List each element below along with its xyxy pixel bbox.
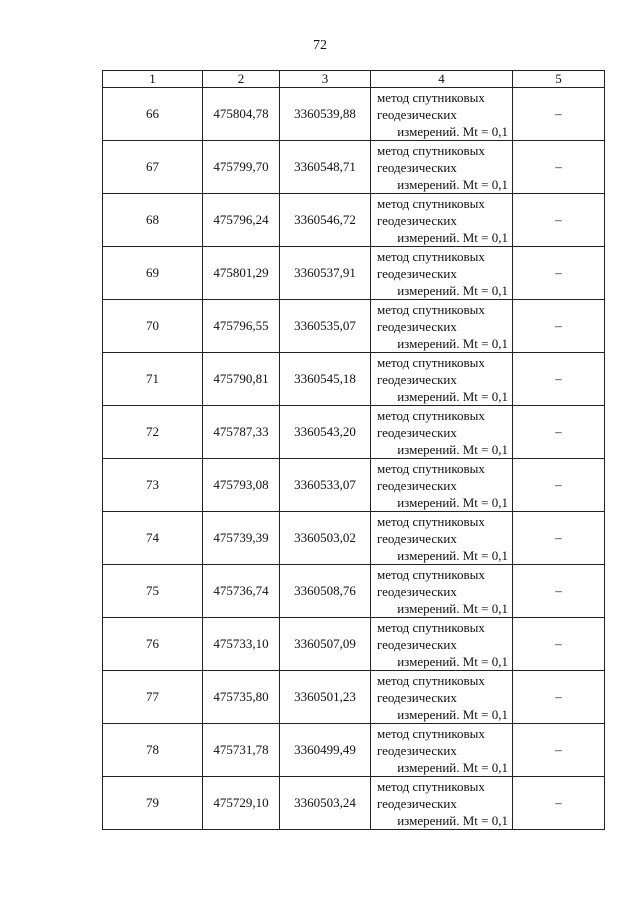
x-coordinate-cell: 475739,39 <box>203 512 280 565</box>
y-coordinate-cell: 3360507,09 <box>280 618 371 671</box>
table-row <box>103 406 605 459</box>
table-row <box>103 565 605 618</box>
method-text-line: измерений. Mt = 0,1 <box>397 282 508 298</box>
y-coordinate-cell: 3360546,72 <box>280 194 371 247</box>
method-text-line: геодезических <box>377 371 457 387</box>
method-text-line: метод спутниковых <box>377 460 485 476</box>
method-cell <box>371 406 513 459</box>
method-text-line: геодезических <box>377 477 457 493</box>
x-coordinate-cell: 475796,24 <box>203 194 280 247</box>
y-coordinate-cell: 3360503,24 <box>280 777 371 830</box>
point-number-cell: 66 <box>103 88 203 141</box>
table-row <box>103 300 605 353</box>
x-coordinate-cell: 475801,29 <box>203 247 280 300</box>
point-number-cell: 74 <box>103 512 203 565</box>
method-text-line: метод спутниковых <box>377 672 485 688</box>
table-row <box>103 141 605 194</box>
point-number-cell: 72 <box>103 406 203 459</box>
table-header-row <box>103 71 605 88</box>
point-number-cell: 70 <box>103 300 203 353</box>
method-text-line: метод спутниковых <box>377 513 485 529</box>
method-text-line: измерений. Mt = 0,1 <box>397 812 508 828</box>
method-text-line: геодезических <box>377 212 457 228</box>
x-coordinate-cell: 475735,80 <box>203 671 280 724</box>
x-coordinate-cell: 475793,08 <box>203 459 280 512</box>
method-text-line: метод спутниковых <box>377 778 485 794</box>
method-text-line: метод спутниковых <box>377 619 485 635</box>
note-cell: – <box>513 777 605 830</box>
method-cell <box>371 512 513 565</box>
table-row <box>103 353 605 406</box>
y-coordinate-cell: 3360533,07 <box>280 459 371 512</box>
table-row <box>103 724 605 777</box>
note-cell: – <box>513 671 605 724</box>
method-text-line: геодезических <box>377 265 457 281</box>
method-cell <box>371 194 513 247</box>
method-text-line: геодезических <box>377 318 457 334</box>
method-text-line: измерений. Mt = 0,1 <box>397 335 508 351</box>
y-coordinate-cell: 3360508,76 <box>280 565 371 618</box>
method-text-line: геодезических <box>377 424 457 440</box>
method-text-line: измерений. Mt = 0,1 <box>397 388 508 404</box>
method-cell <box>371 353 513 406</box>
y-coordinate-cell: 3360501,23 <box>280 671 371 724</box>
x-coordinate-cell: 475796,55 <box>203 300 280 353</box>
table-row <box>103 777 605 830</box>
note-cell: – <box>513 512 605 565</box>
method-cell <box>371 777 513 830</box>
point-number-cell: 78 <box>103 724 203 777</box>
point-number-cell: 73 <box>103 459 203 512</box>
y-coordinate-cell: 3360499,49 <box>280 724 371 777</box>
x-coordinate-cell: 475799,70 <box>203 141 280 194</box>
x-coordinate-cell: 475731,78 <box>203 724 280 777</box>
table-row <box>103 618 605 671</box>
method-text-line: метод спутниковых <box>377 195 485 211</box>
column-header-4: 4 <box>371 71 513 88</box>
note-cell: – <box>513 459 605 512</box>
table-row <box>103 194 605 247</box>
method-text-line: измерений. Mt = 0,1 <box>397 229 508 245</box>
method-cell <box>371 618 513 671</box>
x-coordinate-cell: 475733,10 <box>203 618 280 671</box>
table-row <box>103 671 605 724</box>
method-text-line: геодезических <box>377 636 457 652</box>
method-text-line: измерений. Mt = 0,1 <box>397 494 508 510</box>
note-cell: – <box>513 194 605 247</box>
note-cell: – <box>513 406 605 459</box>
point-number-cell: 69 <box>103 247 203 300</box>
method-cell <box>371 459 513 512</box>
page-number: 72 <box>313 38 327 53</box>
method-text-line: метод спутниковых <box>377 725 485 741</box>
point-number-cell: 71 <box>103 353 203 406</box>
column-header-1: 1 <box>103 71 203 88</box>
point-number-cell: 76 <box>103 618 203 671</box>
method-text-line: геодезических <box>377 530 457 546</box>
method-cell <box>371 247 513 300</box>
coordinates-table <box>102 70 605 830</box>
table-row <box>103 512 605 565</box>
note-cell: – <box>513 300 605 353</box>
x-coordinate-cell: 475790,81 <box>203 353 280 406</box>
method-text-line: измерений. Mt = 0,1 <box>397 600 508 616</box>
y-coordinate-cell: 3360503,02 <box>280 512 371 565</box>
method-text-line: измерений. Mt = 0,1 <box>397 547 508 563</box>
y-coordinate-cell: 3360543,20 <box>280 406 371 459</box>
method-cell <box>371 300 513 353</box>
method-text-line: измерений. Mt = 0,1 <box>397 759 508 775</box>
note-cell: – <box>513 618 605 671</box>
note-cell: – <box>513 88 605 141</box>
point-number-cell: 77 <box>103 671 203 724</box>
method-cell <box>371 141 513 194</box>
column-header-5: 5 <box>513 71 605 88</box>
table-body <box>103 88 605 830</box>
method-text-line: метод спутниковых <box>377 301 485 317</box>
x-coordinate-cell: 475804,78 <box>203 88 280 141</box>
method-text-line: измерений. Mt = 0,1 <box>397 441 508 457</box>
method-text-line: геодезических <box>377 583 457 599</box>
y-coordinate-cell: 3360537,91 <box>280 247 371 300</box>
method-text-line: геодезических <box>377 795 457 811</box>
y-coordinate-cell: 3360535,07 <box>280 300 371 353</box>
point-number-cell: 68 <box>103 194 203 247</box>
note-cell: – <box>513 724 605 777</box>
method-text-line: метод спутниковых <box>377 248 485 264</box>
method-cell <box>371 565 513 618</box>
point-number-cell: 67 <box>103 141 203 194</box>
point-number-cell: 75 <box>103 565 203 618</box>
method-text-line: метод спутниковых <box>377 407 485 423</box>
method-text-line: измерений. Mt = 0,1 <box>397 123 508 139</box>
method-text-line: метод спутниковых <box>377 89 485 105</box>
table-row <box>103 88 605 141</box>
note-cell: – <box>513 565 605 618</box>
method-text-line: измерений. Mt = 0,1 <box>397 176 508 192</box>
method-cell <box>371 724 513 777</box>
note-cell: – <box>513 141 605 194</box>
table-row <box>103 247 605 300</box>
method-text-line: геодезических <box>377 742 457 758</box>
method-text-line: измерений. Mt = 0,1 <box>397 653 508 669</box>
column-header-3: 3 <box>280 71 371 88</box>
note-cell: – <box>513 247 605 300</box>
table-row <box>103 459 605 512</box>
y-coordinate-cell: 3360545,18 <box>280 353 371 406</box>
method-text-line: геодезических <box>377 159 457 175</box>
note-cell: – <box>513 353 605 406</box>
y-coordinate-cell: 3360539,88 <box>280 88 371 141</box>
method-text-line: геодезических <box>377 106 457 122</box>
method-cell <box>371 671 513 724</box>
method-text-line: метод спутниковых <box>377 354 485 370</box>
x-coordinate-cell: 475729,10 <box>203 777 280 830</box>
method-text-line: измерений. Mt = 0,1 <box>397 706 508 722</box>
x-coordinate-cell: 475736,74 <box>203 565 280 618</box>
x-coordinate-cell: 475787,33 <box>203 406 280 459</box>
method-text-line: метод спутниковых <box>377 566 485 582</box>
method-text-line: геодезических <box>377 689 457 705</box>
y-coordinate-cell: 3360548,71 <box>280 141 371 194</box>
method-text-line: метод спутниковых <box>377 142 485 158</box>
point-number-cell: 79 <box>103 777 203 830</box>
method-cell <box>371 88 513 141</box>
column-header-2: 2 <box>203 71 280 88</box>
